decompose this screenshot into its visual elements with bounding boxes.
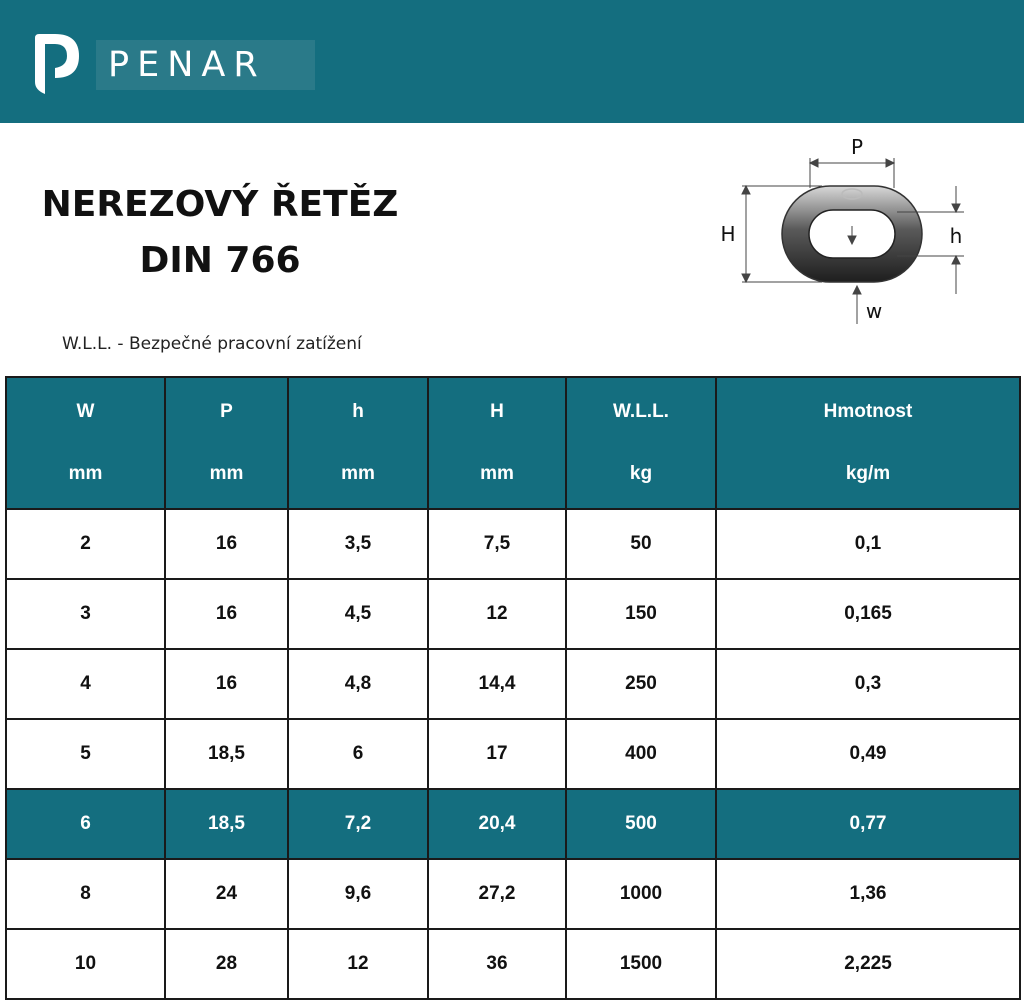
column-name: W — [76, 401, 95, 422]
table-header — [6, 377, 1020, 509]
table-cell: 6 — [288, 719, 428, 789]
table-cell: 500 — [566, 789, 716, 859]
table-cell: 1000 — [566, 859, 716, 929]
label-h-small: h — [949, 224, 963, 248]
table-cell: 150 — [566, 579, 716, 649]
table-cell: 18,5 — [165, 719, 288, 789]
table-cell: 0,3 — [716, 649, 1020, 719]
table-cell: 7,5 — [428, 509, 566, 579]
column-name: P — [220, 401, 233, 422]
header-bar — [0, 0, 1024, 123]
table-cell: 2,225 — [716, 929, 1020, 999]
table-row — [6, 859, 1020, 929]
column-header — [566, 377, 716, 509]
column-name: H — [490, 401, 504, 422]
table-cell: 17 — [428, 719, 566, 789]
column-header — [428, 377, 566, 509]
table-cell: 12 — [288, 929, 428, 999]
table-body — [6, 509, 1020, 999]
column-header — [165, 377, 288, 509]
table-cell: 16 — [165, 579, 288, 649]
penar-logo-icon — [33, 32, 81, 96]
table-cell: 0,77 — [716, 789, 1020, 859]
table-cell: 0,1 — [716, 509, 1020, 579]
column-unit: mm — [209, 463, 244, 484]
table-cell: 0,49 — [716, 719, 1020, 789]
table-cell: 3,5 — [288, 509, 428, 579]
column-unit: mm — [341, 463, 375, 484]
table-cell: 50 — [566, 509, 716, 579]
column-header — [288, 377, 428, 509]
chain-link-diagram — [712, 128, 992, 334]
table-cell: 400 — [566, 719, 716, 789]
title-line-2: DIN 766 — [139, 240, 301, 281]
table-row — [6, 719, 1020, 789]
dimension-p — [810, 158, 894, 188]
column-header — [6, 377, 165, 509]
table-cell: 3 — [6, 579, 165, 649]
table-cell: 16 — [165, 509, 288, 579]
label-p: P — [850, 135, 864, 159]
table-cell: 4 — [6, 649, 165, 719]
table-cell: 250 — [566, 649, 716, 719]
title-line-1: NEREZOVÝ ŘETĚZ — [41, 184, 399, 225]
label-w: w — [865, 299, 883, 323]
column-unit: kg/m — [845, 463, 891, 484]
table-cell: 8 — [6, 859, 165, 929]
table-cell: 36 — [428, 929, 566, 999]
column-name: h — [352, 401, 364, 422]
brand-name: PENAR — [108, 45, 266, 85]
table-cell: 1,36 — [716, 859, 1020, 929]
table-cell: 14,4 — [428, 649, 566, 719]
table-cell: 24 — [165, 859, 288, 929]
label-h-big: H — [720, 222, 736, 246]
table-cell: 1500 — [566, 929, 716, 999]
table-row — [6, 509, 1020, 579]
table-row — [6, 789, 1020, 859]
table-cell: 4,5 — [288, 579, 428, 649]
table-cell: 2 — [6, 509, 165, 579]
table-cell: 6 — [6, 789, 165, 859]
table-cell: 5 — [6, 719, 165, 789]
dimension-w — [853, 286, 861, 324]
table-cell: 20,4 — [428, 789, 566, 859]
specification-table — [5, 376, 1021, 1000]
column-unit: kg — [629, 463, 653, 484]
table-cell: 10 — [6, 929, 165, 999]
table-cell: 0,165 — [716, 579, 1020, 649]
brand-logo — [96, 40, 315, 90]
table-row — [6, 649, 1020, 719]
table-cell: 12 — [428, 579, 566, 649]
table-header-row — [6, 377, 1020, 509]
column-name: W.L.L. — [613, 401, 669, 422]
table-cell: 16 — [165, 649, 288, 719]
column-header — [716, 377, 1020, 509]
column-unit: mm — [68, 463, 103, 484]
wll-note: W.L.L. - Bezpečné pracovní zatížení — [62, 334, 362, 354]
column-name: Hmotnost — [823, 401, 913, 422]
table-cell: 18,5 — [165, 789, 288, 859]
table-row — [6, 929, 1020, 999]
column-unit: mm — [480, 463, 514, 484]
page-title — [40, 177, 400, 289]
table-row — [6, 579, 1020, 649]
table-cell: 9,6 — [288, 859, 428, 929]
table-cell: 7,2 — [288, 789, 428, 859]
table-cell: 28 — [165, 929, 288, 999]
table-cell: 27,2 — [428, 859, 566, 929]
table-cell: 4,8 — [288, 649, 428, 719]
